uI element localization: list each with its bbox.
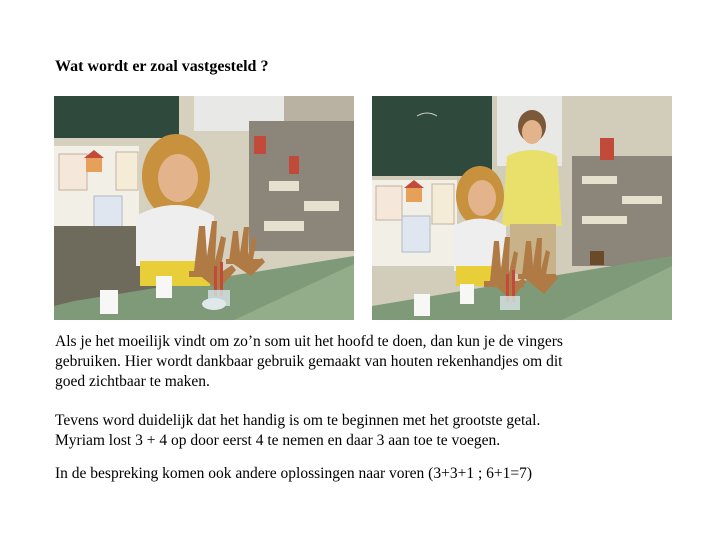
paragraph-line: goed zichtbaar te maken. [55,373,210,390]
paragraph-line: In de bespreking komen ook andere oplossingen naar voren (3+3+1 ; 6+1=7) [55,465,533,482]
paragraph-largest-number [55,411,675,451]
paragraph-other-solutions [55,464,675,484]
classroom-photo-right [372,96,672,320]
paragraph-line: Als je het moeilijk vindt om zo’n som uit het hoofd te doen, dan kun je de vingers [55,333,563,350]
paragraph-line: Myriam lost 3 + 4 op door eerst 4 te nemen en daar 3 aan toe te voegen. [55,432,501,449]
classroom-photo-right-image [372,96,672,320]
paragraph-line: gebruiken. Hier wordt dankbaar gebruik gemaakt van houten rekenhandjes om dit [55,353,563,370]
paragraph-line: Tevens word duidelijk dat het handig is om te beginnen met het grootste getal. [55,412,541,429]
classroom-photo-left [54,96,354,320]
classroom-photo-left-image [54,96,354,320]
paragraph-counting-hands [55,332,675,392]
slide-title: Wat wordt er zoal vastgesteld ? [55,58,269,75]
